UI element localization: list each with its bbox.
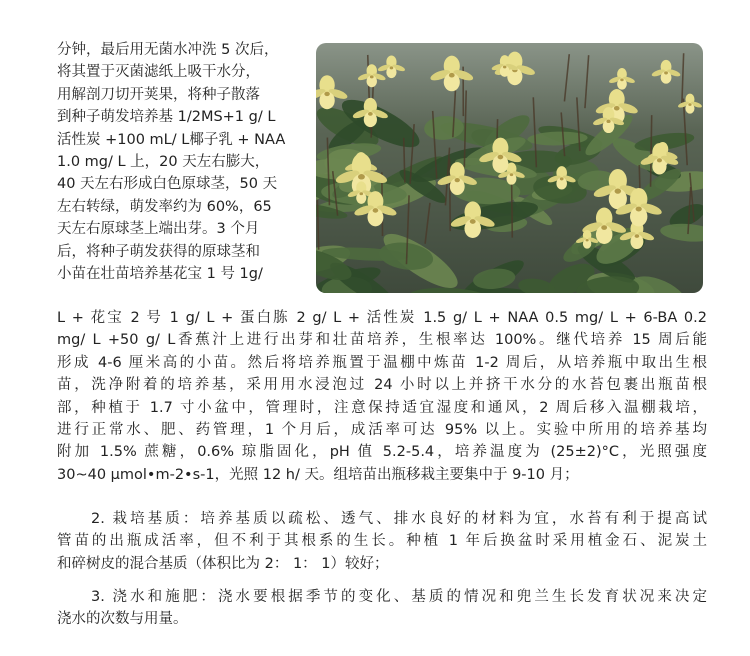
text-line: 附加 1.5% 蔗糖，0.6% 琼脂固化，pH 值 5.2-5.4，培养温度为 (25±2)°C，光照强度 [57,444,707,461]
orchid-photo [316,43,703,293]
text-line: 将其置于灭菌滤纸上吸干水分， [57,64,260,81]
text-line: 天左右原球茎上端出芽。3 个月 [57,221,260,238]
text-line: 活性炭 +100 mL/ L椰子乳 + NAA [57,131,286,148]
text-line: 和碎树皮的混合基质（体积比为 2： 1： 1）较好； [57,555,389,572]
text-line: 后，将种子萌发获得的原球茎和 [57,243,260,260]
text-line: L + 花宝 2 号 1 g/ L + 蛋白胨 2 g/ L + 活性炭 1.5 g/ L + NAA 0.5 mg/ L + 6-BA 0.2 [57,310,707,326]
text-line: 小苗在壮苗培养基花宝 1 号 1g/ [57,265,263,282]
text-line: 2. 栽培基质：培养基质以疏松、透气、排水良好的材料为宜，水苔有利于提高试 [91,511,707,527]
paragraph-3 [57,586,707,631]
text-line: 形成 4-6 厘米高的小苗。然后将培养瓶置于温棚中炼苗 1-2 周后，从培养瓶中取出生根 [57,354,707,371]
text-line: 用解剖刀切开荚果，将种子散落 [57,86,260,103]
paragraph-1-continued [57,307,707,486]
text-line: 3. 浇水和施肥：浇水要根据季节的变化、基质的情况和兜兰生长发育状况来决定 [91,589,707,605]
orchid-greenhouse-photo [316,43,703,293]
text-line: 到种子萌发培养基 1/2MS+1 g/ L [57,109,276,126]
text-line: 部，种植于 1.7 寸小盆中，管理时，注意保持适宜湿度和通风，2 周后移入温棚栽培， [57,399,707,416]
text-line: 30~40 μmol•m-2•s-1，光照 12 h/ 天。组培苗出瓶移栽主要集中于 9-10 月； [57,466,579,483]
text-line: 分钟，最后用无菌水冲洗 5 次后， [57,42,279,58]
text-line: 1.0 mg/ L 上，20 天左右膨大， [57,153,270,170]
text-line: 管苗的出瓶成活率，但不利于其根系的生长。种植 1 年后换盆时采用植金石、泥炭土 [57,533,707,550]
text-line: 苗，洗净附着的培养基，采用用水浸泡过 24 小时以上并挤干水分的水苔包裹出瓶苗根 [57,377,707,394]
text-line: mg/ L +50 g/ L香蕉汁上进行出芽和壮苗培养，生根率达 100%。继代培养 15 周后能 [57,332,707,349]
text-line: 进行正常水、肥、药管理，1 个月后，成活率可达 95% 以上。实验中所用的培养基均 [57,421,707,438]
text-line: 40 天左右形成白色原球茎，50 天 [57,176,278,193]
text-line: 浇水的次数与用量。 [57,611,188,628]
paragraph-1-wrapped [57,39,317,285]
text-line: 左右转绿，萌发率约为 60%，65 [57,198,272,215]
paragraph-2 [57,508,707,575]
